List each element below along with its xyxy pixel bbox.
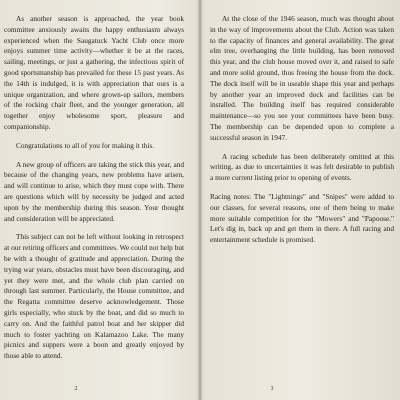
left-paragraph-2: Congratulations to all of you for making it this.: [16, 140, 155, 150]
left-paragraph-4: This subject can not be left without looking in retrospect at our retiring officers and committees. We could not help but be with a thought of gratitude and appreciation. During the trying war years, obstacles must have been discouraging, and yet they were met, and the whole club plan carried on through last summer. Particularly, the House committee, and the Regatta committee deserve acknowledgement. Those girls especially, who stuck by the boat, and did so much to carry on. And the faithful patrol boat and her skipper did much to foster yachting on Kalamazoo Lake. The many picnics and suppers were a boon and greatly enjoyed by those able to attend.: [4, 232, 184, 361]
left-paragraph-1: As another season is approached, the year book committee anxiously awaits the happy enthusiasm always experienced when the Saugatuck Yacht Club once more enjoys summer time activity—whether it be at the races, sailing, meetings, or just a gathering, the infectious spirit of good sportsmanship has prevailed for these 15 past years. As the 14th is indulged, it is with appreciation that ours is a unique organization, and where grown-up sailors, members of the rocking chair fleet, and the younger generation, all together enjoy wholesome sport, pleasure and companionship.: [4, 14, 184, 131]
right-paragraph-1: At the close of the 1946 season, much was thought about in the way of improvements about the Club. Action was taken to the capacity of finances and general availability. The great elm tree, overhanging the little building, has been removed this year, and the club house moved over it, and raised to safe and more solid ground, thus freeing the house from the dock. The dock itself will be in useable shape this year and perhaps by another year an improved dock and facilities can be installed. The building itself has required considerable maintenance—so you see your committees have been busy. The membership can be depended upon to complete a successful season in 1947.: [210, 14, 394, 142]
left-page-number: 2: [74, 386, 78, 392]
left-text-column: [4, 14, 184, 370]
right-paragraph-2: A racing schedule has been deliberately omitted at this writing, as due to uncertainties it was felt desirable to publish a more current listing prior to opening of events.: [210, 151, 394, 183]
left-page: [0, 0, 198, 400]
right-page-number: 3: [270, 386, 274, 392]
right-page: [202, 0, 400, 400]
right-text-column: [210, 14, 394, 254]
right-paragraph-3: Racing notes: The "Lightnings" and "Snipes" were added to our classes, for several reasons, one of them being to make more suitable competition for the "Mowers" and "Papoose." Let's dig in, back up and get them in there. A full racing and entertainment schedule is promised.: [210, 191, 394, 245]
left-paragraph-3: A new group of officers are taking the stick this year, and because of the changing years, new problems have arisen, and will continue to arise, which they must cope with. There are questions which will by necessity be judged and acted upon by the membership during this season. Your thought and consideration will be appreciated.: [4, 159, 184, 223]
